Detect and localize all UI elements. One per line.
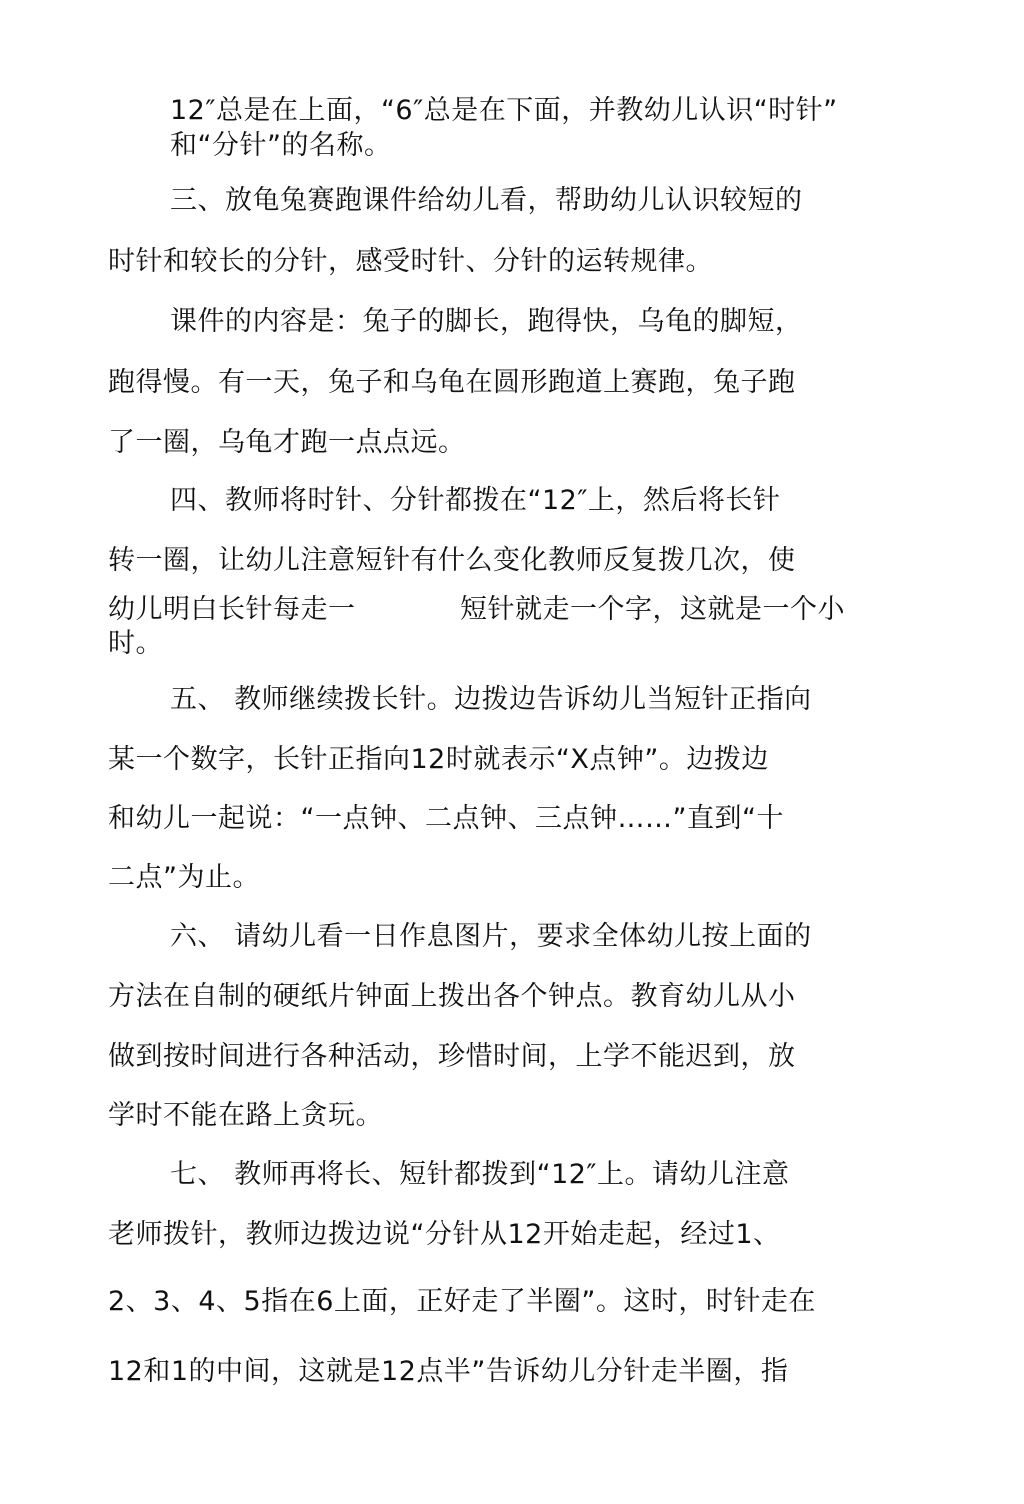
text-line: 时。 (108, 628, 163, 659)
text-line: 某一个数字，长针正指向12时就表示“X点钟”。边拨边 (108, 744, 769, 775)
text-line: 六、 请幼儿看一日作息图片，要求全体幼儿按上面的 (170, 921, 812, 952)
text-line: 四、教师将时针、分针都拨在“12″上，然后将长针 (170, 485, 781, 516)
text-line: 12和1的中间，这就是12点半”告诉幼儿分针走半圈，指 (108, 1356, 789, 1387)
text-line: 学时不能在路上贪玩。 (108, 1100, 383, 1131)
text-line: 和“分针”的名称。 (170, 130, 392, 161)
text-line: 七、 教师再将长、短针都拨到“12″上。请幼儿注意 (170, 1159, 790, 1190)
text-line: 2、3、4、5指在6上面，正好走了半圈”。这时，时针走在 (108, 1286, 816, 1317)
text-line: 幼儿明白长针每走一 (108, 594, 356, 625)
text-line: 方法在自制的硬纸片钟面上拨出各个钟点。教育幼儿从小 (108, 981, 796, 1012)
text-line: 五、 教师继续拨长针。边拨边告诉幼儿当短针正指向 (170, 684, 812, 715)
text-line: 二点”为止。 (108, 862, 260, 893)
text-line: 短针就走一个字，这就是一个小 (460, 594, 845, 625)
text-line: 转一圈，让幼儿注意短针有什么变化教师反复拨几次，使 (108, 545, 796, 576)
text-line: 跑得慢。有一天，兔子和乌龟在圆形跑道上赛跑，兔子跑 (108, 367, 796, 398)
text-line: 12″总是在上面，“6″总是在下面，并教幼儿认识“时针” (170, 95, 838, 126)
text-line: 三、放龟兔赛跑课件给幼儿看，帮助幼儿认识较短的 (170, 185, 803, 216)
text-line: 了一圈，乌龟才跑一点点远。 (108, 427, 466, 458)
text-line: 和幼儿一起说：“一点钟、二点钟、三点钟……”直到“十 (108, 803, 784, 834)
text-line: 时针和较长的分针，感受时针、分针的运转规律。 (108, 246, 713, 277)
text-line: 课件的内容是：兔子的脚长，跑得快，乌龟的脚短， (170, 306, 803, 337)
text-line: 做到按时间进行各种活动，珍惜时间，上学不能迟到，放 (108, 1041, 796, 1072)
text-line: 老师拨针，教师边拨边说“分针从12开始走起，经过1、 (108, 1219, 781, 1250)
